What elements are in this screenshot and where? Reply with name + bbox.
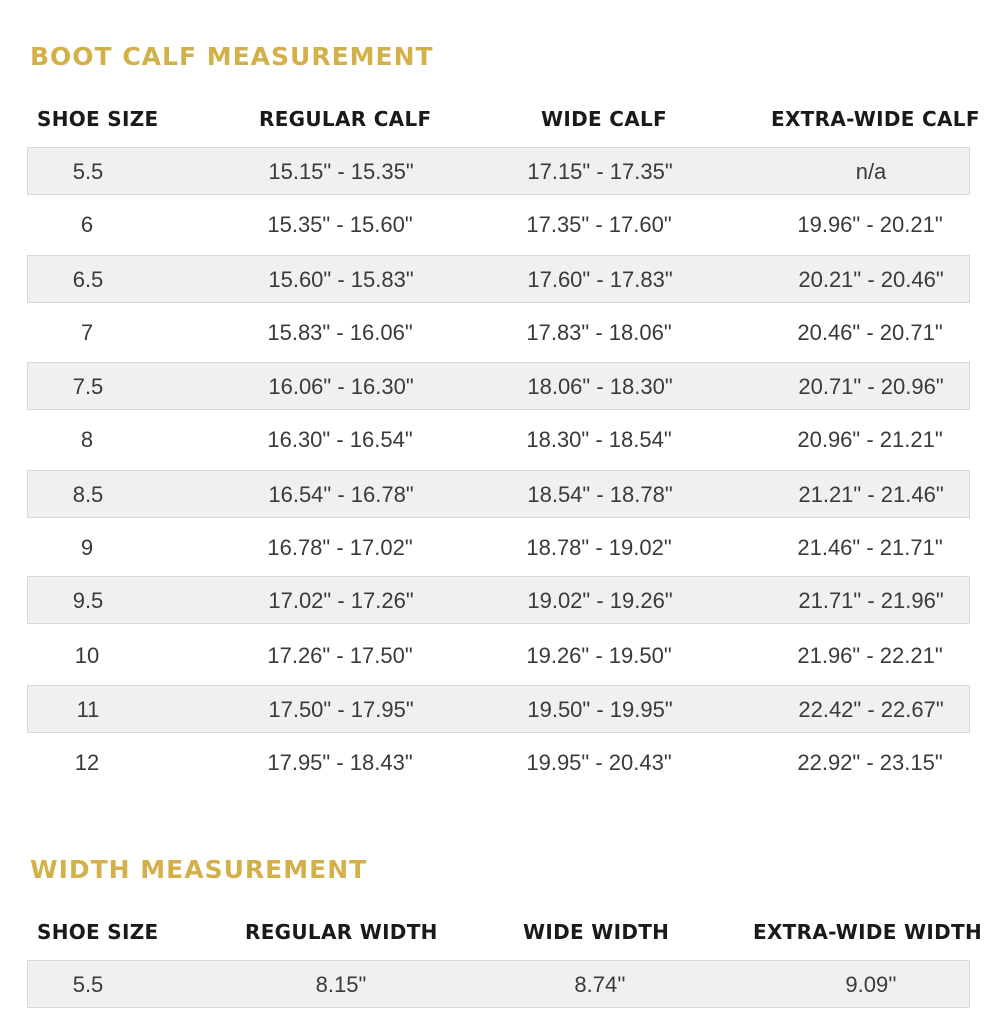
table-row <box>27 309 970 357</box>
calf-header-wide: WIDE CALF <box>541 107 667 131</box>
wide-width-cell: 8.74'' <box>574 972 626 997</box>
regular-calf-cell: 16.30" - 16.54" <box>267 427 413 452</box>
shoe-size-cell: 9 <box>80 535 94 560</box>
regular-calf-cell: 17.95" - 18.43" <box>267 750 413 775</box>
table-row <box>27 470 970 518</box>
extra-wide-calf-cell: 21.21" - 21.46" <box>798 482 944 507</box>
extra-wide-calf-cell: n/a <box>855 159 887 184</box>
regular-calf-cell: 15.83" - 16.06" <box>267 320 413 345</box>
extra-wide-calf-cell: 22.92" - 23.15" <box>797 750 943 775</box>
shoe-size-cell: 9.5 <box>72 588 104 613</box>
regular-calf-cell: 15.35" - 15.60" <box>267 212 413 237</box>
regular-calf-cell: 15.60" - 15.83" <box>268 267 414 292</box>
regular-calf-cell: 17.02" - 17.26" <box>268 588 414 613</box>
calf-header-regular: REGULAR CALF <box>259 107 432 131</box>
table-row <box>27 960 970 1008</box>
extra-wide-width-cell: 9.09'' <box>845 972 897 997</box>
table-row <box>27 255 970 303</box>
wide-calf-cell: 18.54" - 18.78" <box>527 482 673 507</box>
wide-calf-cell: 18.06" - 18.30" <box>527 374 673 399</box>
calf-header-extra-wide: EXTRA-WIDE CALF <box>771 107 980 131</box>
extra-wide-calf-cell: 20.96" - 21.21" <box>797 427 943 452</box>
shoe-size-cell: 12 <box>74 750 100 775</box>
extra-wide-calf-cell: 21.96" - 22.21" <box>797 643 943 668</box>
shoe-size-cell: 6.5 <box>72 267 104 292</box>
shoe-size-cell: 7 <box>80 320 94 345</box>
table-row <box>27 739 970 787</box>
table-row <box>27 685 970 733</box>
extra-wide-calf-cell: 21.46" - 21.71" <box>797 535 943 560</box>
wide-calf-cell: 19.50" - 19.95" <box>527 697 673 722</box>
table-row <box>27 632 970 680</box>
shoe-size-cell: 8.5 <box>72 482 104 507</box>
wide-calf-cell: 17.15" - 17.35" <box>527 159 673 184</box>
width-header-regular: REGULAR WIDTH <box>245 920 438 944</box>
calf-section-title: BOOT CALF MEASUREMENT <box>30 42 434 71</box>
wide-calf-cell: 17.83" - 18.06" <box>526 320 672 345</box>
wide-calf-cell: 19.26" - 19.50" <box>526 643 672 668</box>
shoe-size-cell: 11 <box>76 697 100 722</box>
table-row <box>27 362 970 410</box>
wide-calf-cell: 17.35" - 17.60" <box>526 212 672 237</box>
extra-wide-calf-cell: 20.46" - 20.71" <box>797 320 943 345</box>
wide-calf-cell: 19.02" - 19.26" <box>527 588 673 613</box>
table-row <box>27 576 970 624</box>
calf-header-shoe-size: SHOE SIZE <box>37 107 159 131</box>
regular-calf-cell: 17.50" - 17.95" <box>268 697 414 722</box>
table-row <box>27 524 970 572</box>
regular-width-cell: 8.15" <box>315 972 367 997</box>
extra-wide-calf-cell: 20.71" - 20.96" <box>798 374 944 399</box>
extra-wide-calf-cell: 19.96" - 20.21" <box>797 212 943 237</box>
shoe-size-cell: 5.5 <box>72 972 104 997</box>
regular-calf-cell: 16.54" - 16.78" <box>268 482 414 507</box>
wide-calf-cell: 18.78" - 19.02" <box>526 535 672 560</box>
extra-wide-calf-cell: 22.42" - 22.67" <box>798 697 944 722</box>
width-header-wide: WIDE WIDTH <box>523 920 670 944</box>
wide-calf-cell: 18.30" - 18.54" <box>526 427 672 452</box>
regular-calf-cell: 16.06" - 16.30" <box>268 374 414 399</box>
shoe-size-cell: 5.5 <box>72 159 104 184</box>
extra-wide-calf-cell: 20.21" - 20.46" <box>798 267 944 292</box>
width-header-shoe-size: SHOE SIZE <box>37 920 159 944</box>
table-row <box>27 147 970 195</box>
shoe-size-cell: 10 <box>74 643 100 668</box>
shoe-size-cell: 8 <box>80 427 94 452</box>
shoe-size-cell: 7.5 <box>72 374 104 399</box>
extra-wide-calf-cell: 21.71" - 21.96" <box>798 588 944 613</box>
width-header-extra-wide: EXTRA-WIDE WIDTH <box>753 920 983 944</box>
regular-calf-cell: 16.78" - 17.02" <box>267 535 413 560</box>
width-section-title: WIDTH MEASUREMENT <box>30 855 368 884</box>
wide-calf-cell: 19.95" - 20.43" <box>526 750 672 775</box>
table-row <box>27 201 970 249</box>
regular-calf-cell: 15.15" - 15.35" <box>268 159 414 184</box>
wide-calf-cell: 17.60" - 17.83" <box>527 267 673 292</box>
table-row <box>27 416 970 464</box>
shoe-size-cell: 6 <box>80 212 94 237</box>
regular-calf-cell: 17.26" - 17.50" <box>267 643 413 668</box>
